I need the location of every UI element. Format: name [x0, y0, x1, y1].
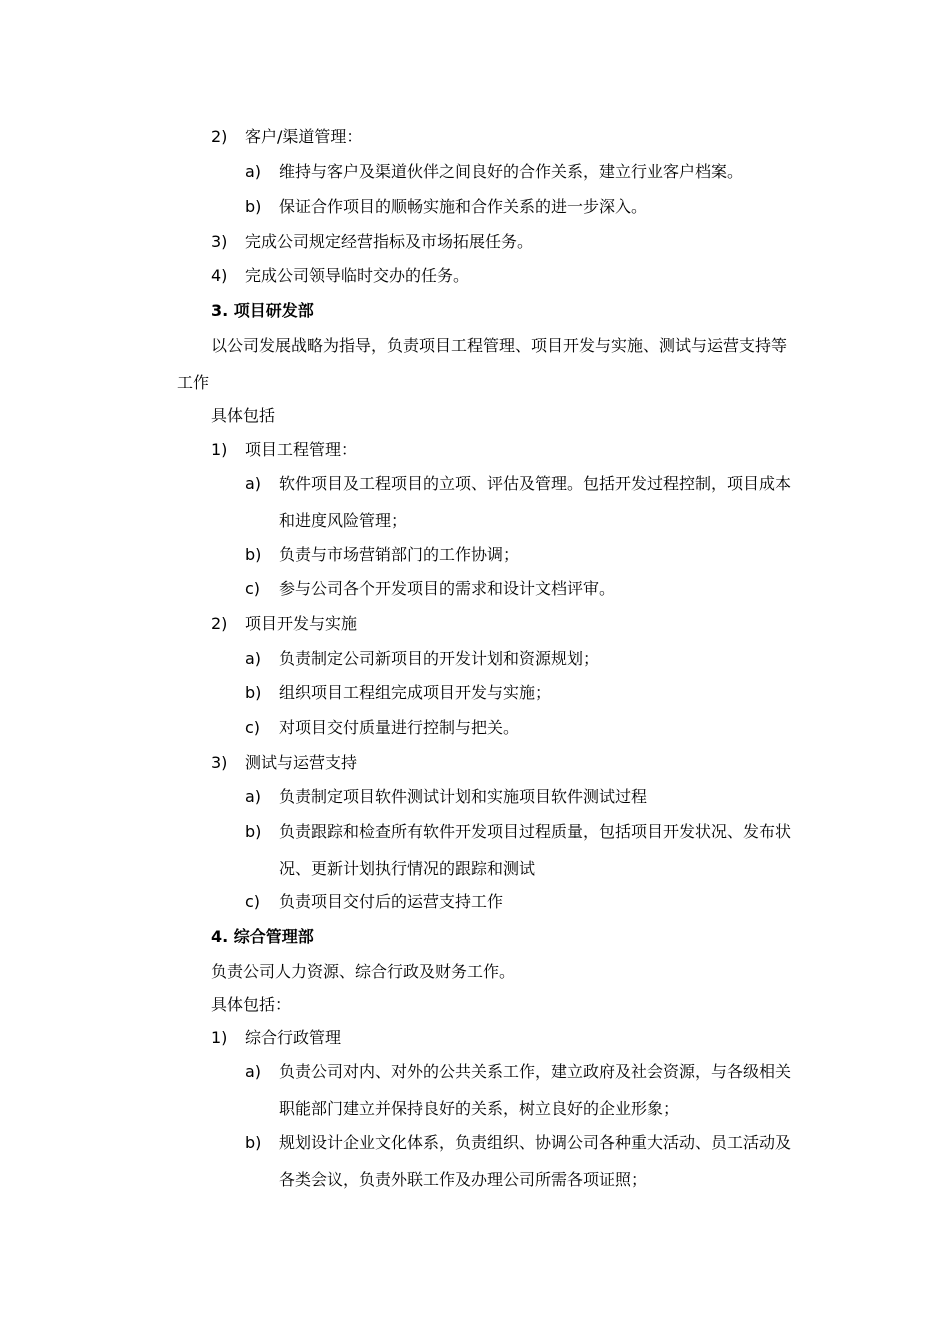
sublist-item-text: 负责公司对内、对外的公共关系工作，建立政府及社会资源，与各级相关 — [279, 1062, 792, 1081]
sublist-marker: b) — [245, 683, 262, 702]
paragraph-text: 负责公司人力资源、综合行政及财务工作。 — [211, 962, 516, 981]
list-item-text: 客户/渠道管理： — [245, 127, 363, 146]
list-marker: 1) — [211, 1028, 228, 1047]
sublist-marker: b) — [245, 822, 262, 841]
sublist-item-text-continued: 各类会议，负责外联工作及办理公司所需各项证照； — [279, 1170, 648, 1189]
sublist-item-text: 负责跟踪和检查所有软件开发项目过程质量，包括项目开发状况、发布状 — [279, 822, 792, 841]
list-marker: 4) — [211, 266, 228, 285]
sublist-item-text: 保证合作项目的顺畅实施和合作关系的进一步深入。 — [279, 197, 648, 216]
list-item-text: 测试与运营支持 — [245, 753, 358, 772]
sublist-marker: a) — [245, 162, 262, 181]
sublist-marker: c) — [245, 579, 261, 598]
sublist-item-text: 参与公司各个开发项目的需求和设计文档评审。 — [279, 579, 616, 598]
sublist-marker: a) — [245, 1062, 262, 1081]
sublist-item-text: 对项目交付质量进行控制与把关。 — [279, 718, 520, 737]
list-item-text: 完成公司领导临时交办的任务。 — [245, 266, 470, 285]
sublist-item-text: 负责制定公司新项目的开发计划和资源规划； — [279, 649, 600, 668]
list-marker: 3) — [211, 232, 228, 251]
sublist-marker: a) — [245, 474, 262, 493]
list-marker: 2) — [211, 614, 228, 633]
sublist-marker: b) — [245, 1133, 262, 1152]
list-marker: 1) — [211, 440, 228, 459]
sublist-marker: c) — [245, 718, 261, 737]
paragraph-text: 具体包括： — [211, 995, 292, 1014]
list-item-text: 项目开发与实施 — [245, 614, 358, 633]
sublist-item-text-continued: 职能部门建立并保持良好的关系，树立良好的企业形象； — [279, 1099, 680, 1118]
sublist-item-text: 负责项目交付后的运营支持工作 — [279, 892, 504, 911]
sublist-item-text: 软件项目及工程项目的立项、评估及管理。包括开发过程控制，项目成本 — [279, 474, 792, 493]
paragraph-text-continued: 工作 — [177, 373, 210, 392]
list-item-text: 完成公司规定经营指标及市场拓展任务。 — [245, 232, 534, 251]
sublist-marker: b) — [245, 545, 262, 564]
list-item-text: 综合行政管理 — [245, 1028, 342, 1047]
list-marker: 2) — [211, 127, 228, 146]
section-heading: 3. 项目研发部 — [211, 301, 314, 320]
sublist-item-text: 负责与市场营销部门的工作协调； — [279, 545, 520, 564]
sublist-item-text: 规划设计企业文化体系，负责组织、协调公司各种重大活动、员工活动及 — [279, 1133, 792, 1152]
sublist-item-text: 维持与客户及渠道伙伴之间良好的合作关系，建立行业客户档案。 — [279, 162, 744, 181]
list-marker: 3) — [211, 753, 228, 772]
sublist-item-text-continued: 和进度风险管理； — [279, 511, 408, 530]
sublist-item-text-continued: 况、更新计划执行情况的跟踪和测试 — [279, 859, 536, 878]
paragraph-text: 具体包括 — [211, 406, 276, 425]
section-heading: 4. 综合管理部 — [211, 927, 314, 946]
sublist-marker: b) — [245, 197, 262, 216]
sublist-item-text: 组织项目工程组完成项目开发与实施； — [279, 683, 552, 702]
sublist-marker: a) — [245, 649, 262, 668]
paragraph-text: 以公司发展战略为指导，负责项目工程管理、项目开发与实施、测试与运营支持等 — [211, 336, 788, 355]
sublist-marker: c) — [245, 892, 261, 911]
list-item-text: 项目工程管理： — [245, 440, 358, 459]
sublist-marker: a) — [245, 787, 262, 806]
sublist-item-text: 负责制定项目软件测试计划和实施项目软件测试过程 — [279, 787, 648, 806]
